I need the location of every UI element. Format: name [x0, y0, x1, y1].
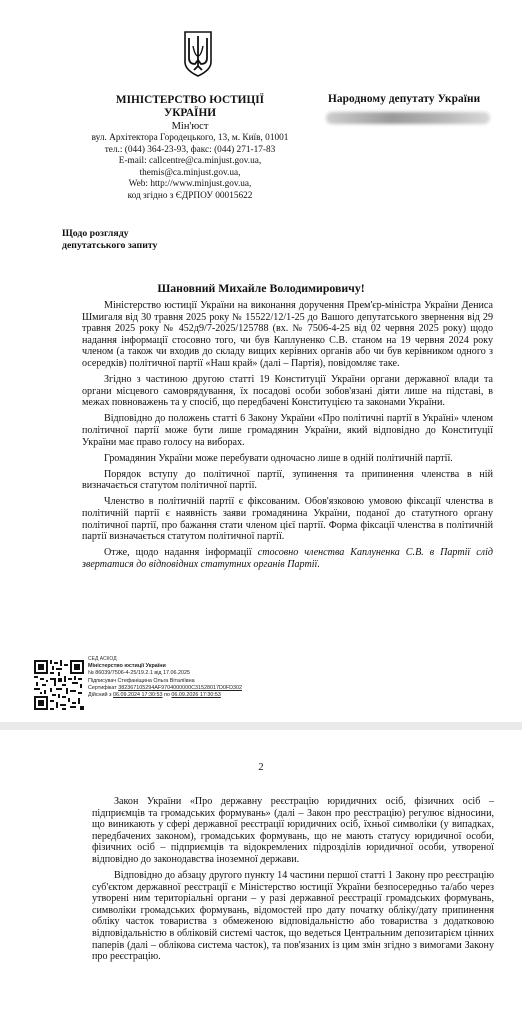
signature-details: [88, 656, 368, 699]
letter-body: [82, 300, 493, 575]
page-number: 2: [258, 762, 264, 773]
letter-page-2: [0, 730, 522, 1010]
closing-plain: Отже, щодо надання інформації: [104, 547, 258, 559]
qr-code-icon: [34, 660, 84, 710]
redacted-recipient-name: [326, 112, 490, 124]
ministry-title-line2: УКРАЇНИ: [163, 107, 217, 119]
closing-paragraph: [82, 547, 493, 570]
ministry-address: вул. Архітектора Городецького, 13, м. Київ, 01001: [91, 133, 289, 143]
closing-italic: стосовно членства Каплуненка С.В. в Партії слід звертатися до відповідних статутних органів Партії.: [82, 547, 493, 570]
ministry-edrpou: код згідно з ЄДРПОУ 00015622: [127, 190, 253, 201]
signature-validity: Дійсний з 06.09.2024 17:30:53 по 06.09.2026 17:30:53: [88, 692, 221, 699]
ministry-header: [60, 94, 320, 202]
signature-certificate: Сертифікат 382367105294AF9704000000C31528017D0FD302: [88, 684, 243, 691]
ministry-short-name: Мін'юст: [171, 121, 209, 132]
paragraph: Згідно з частиною другою статті 19 Конституції України органи державної влади та органи місцевого самоврядування, їх посадові особи зобов'язані діяти лише на підставі, в межах повноважень та у спосіб, що передбачені Конституцією та законами України.: [82, 374, 493, 409]
signature-registration: № 86039/7506-4-25/19.2.1 від 17.06.2025: [88, 670, 191, 677]
signature-system-label: СЕД АСКОД: [88, 656, 117, 662]
signature-org: Міністерство юстиції України: [88, 663, 166, 670]
recipient-title: Народному депутату України: [328, 93, 481, 105]
trident-icon: [183, 30, 213, 78]
paragraph: Відповідно до положень статті 6 Закону України «Про політичні партії в Україні» членом політичної партії може бути лише громадянин України, який відповідно до Конституції України має право голосу на виборах.: [82, 413, 493, 448]
paragraph: Відповідно до абзацу другого пункту 14 частини першої статті 1 Закону про реєстрацію суб'єктом державної реєстрації є Міністерство юстиції України безпосередньо та/або через утворені ним територіальні органи – у разі державної реєстрації громадських формувань, символіки громадських формувань, відомостей про дату початку обліку/дату припинення обліку часток товариства з обмеженою відповідальністю або товариства з додатковою відповідальністю в обліковій системі часток, що ведеться Центральним депозитарієм цінних паперів (далі – облікова система часток), та пов'язаних із цим змін згідно з вимогами Закону про реєстрацію.: [92, 870, 494, 963]
ministry-title-line1: МІНІСТЕРСТВО ЮСТИЦІЇ: [115, 94, 265, 106]
subject-block: [62, 228, 157, 252]
ministry-web: Web: http://www.minjust.gov.ua,: [128, 179, 252, 189]
signature-signer: Підписувач Стефаніщина Ольга Віталіївна: [88, 677, 195, 684]
subject-line-1: Щодо розгляду: [62, 228, 129, 239]
letter-body-page-2: [92, 796, 494, 967]
paragraph: Міністерство юстиції України на виконання доручення Прем'єр-міністра України Дениса Шмигаля від 30 травня 2025 року № 15522/12/1-25 до Вашого депутатського звернення від 29 травня 2025 року № 452д9/7-2025/125788 (вх. № 7506-4-25 від 02 червня 2025 року) щодо надання інформації стосовно того, чи був Каплуненко С.В. станом на 19 червня 2024 року членом (а також чи входив до складу вищих керівних органів або чи був керівником одного з осередків) політичної партії «Наш край» (далі – Партія), повідомляє таке.: [82, 300, 493, 369]
paragraph: Громадянин України може перебувати одночасно лише в одній політичній партії.: [104, 452, 453, 464]
salutation: Шановний Михайле Володимировичу!: [157, 281, 365, 295]
subject-line-2: депутатського запиту: [62, 240, 158, 251]
paragraph: Закон України «Про державну реєстрацію юридичних осіб, фізичних осіб – підприємців та громадських формувань» (далі – Закон про реєстрацію) регулює відносини, що виникають у сфері державної реєстрації юридичних осіб, їхньої символіки (у випадках, передбачених законом), громадських формувань, що не мають статусу юридичної особи, фізичних осіб – підприємців та відокремлених підрозділів юридичної особи, утвореної відповідно до законодавства іноземної держави.: [92, 796, 494, 865]
ministry-phone-fax: тел.: (044) 364-23-93, факс: (044) 271-17-83: [104, 144, 276, 155]
paragraph: Членство в політичній партії є фіксованим. Обов'язковою умовою фіксації членства в політичній партії є наявність заяви громадянина України, поданої до статутного органу політичної партії, про бажання стати членом цієї партії. Форма фіксації членства в політичній партії визначається статутом політичної партії.: [82, 496, 493, 543]
ministry-email-2: themis@ca.minjust.gov.ua,: [139, 167, 241, 178]
paragraph: Порядок вступу до політичної партії, зупинення та припинення членства в ній визначається статутом політичної партії.: [82, 468, 493, 492]
ministry-email-1: E-mail: callcentre@ca.minjust.gov.ua,: [118, 156, 262, 166]
